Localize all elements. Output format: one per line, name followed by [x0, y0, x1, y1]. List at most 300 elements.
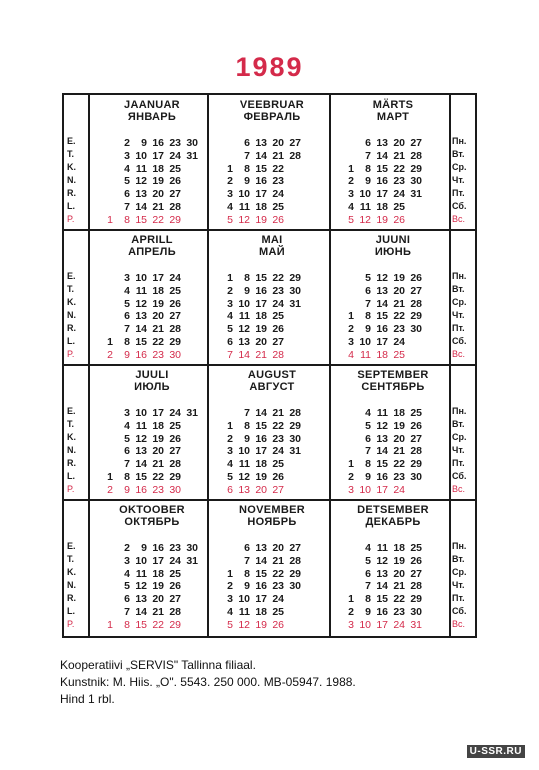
day-rows: [216, 407, 301, 497]
day-number: 8: [124, 213, 130, 226]
weekday-row: [216, 323, 301, 336]
day-labels-et: [67, 540, 76, 631]
weekday-label: Сб.: [452, 201, 467, 211]
day-number: 11: [135, 162, 147, 175]
day-number: 16: [255, 432, 267, 445]
day-number: 19: [152, 175, 164, 188]
day-number: 9: [141, 137, 147, 149]
day-number: 29: [289, 272, 301, 284]
weekday-label: L.: [67, 201, 75, 211]
weekday-row: [337, 188, 422, 201]
year-title: 1989: [235, 52, 304, 82]
month-block: [333, 99, 453, 226]
weekday-label: L.: [67, 471, 75, 481]
day-number: 16: [152, 137, 164, 149]
day-number: 6: [244, 542, 250, 554]
month-block: [92, 369, 212, 496]
day-number: 31: [410, 618, 422, 631]
day-number: 25: [272, 310, 284, 323]
weekday-row: [96, 445, 198, 458]
day-number: 19: [255, 213, 267, 226]
day-number: 3: [348, 335, 354, 348]
day-number: 24: [272, 445, 284, 458]
day-number: 12: [135, 580, 147, 593]
day-number: 11: [376, 542, 388, 554]
day-number: 22: [393, 593, 405, 606]
day-number: 26: [410, 554, 422, 567]
day-labels-et: [67, 270, 76, 361]
day-number: 7: [365, 149, 371, 162]
weekday-row: [216, 593, 301, 606]
weekday-label: N.: [67, 175, 76, 185]
day-number: 18: [152, 284, 164, 297]
day-number: 13: [135, 310, 147, 323]
day-labels-ru: [452, 135, 467, 226]
weekday-row: [337, 458, 422, 471]
weekday-row: [337, 433, 422, 446]
sunday-row: [337, 349, 422, 362]
weekday-label: K.: [67, 297, 76, 307]
grid-divider: [449, 95, 451, 636]
day-number: 4: [124, 162, 130, 175]
day-number: 20: [152, 445, 164, 458]
weekday-row: [337, 298, 422, 311]
day-number: 23: [272, 580, 284, 593]
weekday-label: R.: [67, 188, 76, 198]
weekday-row: [96, 580, 198, 593]
day-number: 26: [169, 297, 181, 310]
day-number: 16: [255, 580, 267, 593]
weekday-row: [96, 407, 198, 420]
day-number: 16: [152, 542, 164, 554]
weekday-row: [216, 150, 301, 163]
day-number: 24: [272, 188, 284, 201]
day-number: 25: [169, 567, 181, 580]
day-number: 19: [393, 554, 405, 567]
day-number: 4: [227, 605, 233, 618]
weekday-row: [337, 568, 422, 581]
weekday-row: [337, 285, 422, 298]
weekday-row: [337, 336, 422, 349]
day-number: 11: [376, 407, 388, 419]
weekday-label: Пт.: [452, 323, 465, 333]
day-number: 20: [272, 542, 284, 554]
day-number: 9: [244, 284, 250, 297]
weekday-label: P.: [67, 214, 75, 224]
day-number: 7: [124, 605, 130, 618]
day-number: 22: [272, 272, 284, 284]
day-number: 14: [376, 297, 388, 310]
day-number: 24: [169, 407, 181, 419]
day-number: 13: [238, 335, 250, 348]
weekday-label: N.: [67, 445, 76, 455]
day-number: 14: [255, 407, 267, 419]
day-number: 22: [152, 470, 164, 483]
day-number: 12: [238, 323, 250, 336]
day-number: 8: [244, 162, 250, 175]
month-block: [333, 504, 453, 631]
weekday-label: R.: [67, 593, 76, 603]
weekday-label: Пн.: [452, 136, 467, 146]
day-number: 5: [227, 323, 233, 336]
day-number: 17: [376, 618, 388, 631]
weekday-label: Вт.: [452, 149, 465, 159]
month-name-ru: АВГУСТ: [249, 381, 295, 393]
day-number: 25: [169, 162, 181, 175]
day-number: 5: [365, 554, 371, 567]
day-number: 19: [393, 272, 405, 284]
weekday-label: Вс.: [452, 484, 466, 494]
weekday-label: Вс.: [452, 214, 466, 224]
day-number: 13: [135, 445, 147, 458]
day-number: 7: [365, 580, 371, 593]
day-number: 23: [272, 175, 284, 188]
weekday-row: [216, 310, 301, 323]
day-number: 15: [255, 162, 267, 175]
day-number: 9: [365, 470, 371, 483]
grid-divider: [207, 95, 209, 636]
day-number: 1: [227, 162, 233, 175]
weekday-row: [337, 150, 422, 163]
day-number: 17: [152, 407, 164, 419]
month-name-et: NOVEMBER: [239, 504, 305, 516]
month-name-et: JAANUAR: [124, 99, 180, 111]
day-number: 30: [410, 470, 422, 483]
day-number: 1: [348, 310, 354, 323]
day-number: 24: [393, 188, 405, 201]
sunday-row: [216, 619, 301, 632]
day-rows: [216, 272, 301, 362]
day-number: 4: [365, 542, 371, 554]
day-number: 31: [289, 297, 301, 310]
weekday-row: [216, 471, 301, 484]
month-name-ru: ДЕКАБРЬ: [365, 516, 421, 528]
month-name-et: JUUNI: [375, 234, 411, 246]
day-number: 27: [289, 542, 301, 554]
day-number: 18: [152, 419, 164, 432]
day-number: 19: [255, 323, 267, 336]
day-number: 23: [393, 175, 405, 188]
day-number: 19: [152, 432, 164, 445]
day-rows: [216, 542, 301, 632]
day-number: 23: [393, 470, 405, 483]
day-number: 23: [272, 432, 284, 445]
day-number: 28: [272, 348, 284, 361]
day-number: 7: [124, 200, 130, 213]
day-number: 9: [365, 175, 371, 188]
day-number: 1: [107, 618, 113, 631]
day-number: 5: [124, 580, 130, 593]
day-number: 4: [348, 200, 354, 213]
day-number: 10: [238, 445, 250, 458]
day-number: 26: [272, 213, 284, 226]
day-number: 14: [135, 458, 147, 471]
weekday-label: Ср.: [452, 162, 467, 172]
day-labels-et: [67, 135, 76, 226]
day-labels-ru: [452, 270, 467, 361]
day-number: 2: [348, 470, 354, 483]
day-number: 27: [289, 137, 301, 149]
day-number: 10: [135, 149, 147, 162]
weekday-label: Пн.: [452, 406, 467, 416]
day-number: 3: [227, 188, 233, 201]
weekday-row: [96, 285, 181, 298]
day-number: 19: [255, 618, 267, 631]
weekday-row: [216, 137, 301, 150]
weekday-label: K.: [67, 162, 76, 172]
imprint: [60, 657, 356, 708]
day-number: 14: [255, 554, 267, 567]
day-number: 31: [186, 554, 198, 567]
day-number: 8: [365, 162, 371, 175]
sunday-row: [216, 349, 301, 362]
weekday-row: [96, 458, 198, 471]
month-name-et: VEEBRUAR: [239, 99, 305, 111]
day-number: 7: [124, 323, 130, 336]
grid-divider: [88, 95, 90, 636]
weekday-row: [216, 433, 301, 446]
sunday-row: [96, 484, 198, 497]
day-number: 21: [393, 297, 405, 310]
day-number: 11: [238, 200, 250, 213]
weekday-label: L.: [67, 606, 75, 616]
day-number: 24: [393, 483, 405, 496]
day-number: 21: [393, 149, 405, 162]
day-number: 29: [169, 213, 181, 226]
day-number: 5: [365, 419, 371, 432]
weekday-row: [96, 323, 181, 336]
weekday-label: Чт.: [452, 580, 465, 590]
day-number: 23: [169, 542, 181, 554]
weekday-label: Пн.: [452, 271, 467, 281]
weekday-label: T.: [67, 419, 75, 429]
weekday-label: Ср.: [452, 432, 467, 442]
weekday-row: [216, 458, 301, 471]
day-number: 1: [227, 567, 233, 580]
day-number: 30: [186, 542, 198, 554]
weekday-row: [337, 580, 422, 593]
day-number: 21: [152, 605, 164, 618]
grid-divider: [329, 95, 331, 636]
day-number: 9: [124, 348, 130, 361]
day-number: 15: [255, 567, 267, 580]
day-number: 26: [272, 470, 284, 483]
grid-divider: [64, 364, 475, 366]
day-number: 21: [152, 200, 164, 213]
weekday-row: [337, 445, 422, 458]
day-number: 18: [152, 162, 164, 175]
day-number: 27: [169, 593, 181, 606]
weekday-label: E.: [67, 271, 76, 281]
day-number: 5: [227, 618, 233, 631]
day-number: 8: [124, 618, 130, 631]
day-number: 3: [124, 407, 130, 419]
day-number: 21: [152, 323, 164, 336]
weekday-row: [96, 593, 198, 606]
day-number: 15: [135, 213, 147, 226]
day-number: 2: [227, 284, 233, 297]
day-number: 9: [244, 175, 250, 188]
day-number: 4: [227, 310, 233, 323]
day-number: 22: [152, 213, 164, 226]
weekday-label: Чт.: [452, 445, 465, 455]
day-number: 4: [365, 407, 371, 419]
day-number: 17: [255, 188, 267, 201]
day-number: 13: [238, 483, 250, 496]
imprint-line: Kooperatiivi „SERVIS" Tallinna filiaal.: [60, 658, 256, 672]
day-number: 23: [393, 323, 405, 336]
day-number: 10: [238, 188, 250, 201]
day-number: 3: [348, 188, 354, 201]
day-number: 5: [227, 213, 233, 226]
month-name-ru: ФЕВРАЛЬ: [243, 111, 301, 123]
day-number: 27: [410, 284, 422, 297]
weekday-row: [96, 201, 198, 214]
day-number: 6: [365, 567, 371, 580]
day-number: 12: [135, 175, 147, 188]
weekday-row: [216, 606, 301, 619]
weekday-label: Вт.: [452, 284, 465, 294]
month-name-ru: ЯНВАРЬ: [127, 111, 177, 123]
day-number: 4: [348, 348, 354, 361]
month-name-ru: АПРЕЛЬ: [128, 246, 176, 258]
weekday-row: [96, 433, 198, 446]
day-number: 5: [124, 432, 130, 445]
weekday-row: [337, 593, 422, 606]
day-rows: [96, 542, 198, 632]
day-number: 3: [227, 445, 233, 458]
day-number: 20: [393, 567, 405, 580]
day-number: 29: [410, 458, 422, 471]
day-number: 12: [376, 419, 388, 432]
weekday-label: E.: [67, 541, 76, 551]
weekday-label: T.: [67, 554, 75, 564]
weekday-row: [337, 137, 422, 150]
day-number: 25: [169, 419, 181, 432]
weekday-row: [96, 606, 198, 619]
day-number: 1: [348, 458, 354, 471]
weekday-row: [96, 568, 198, 581]
day-number: 3: [348, 618, 354, 631]
weekday-label: Чт.: [452, 175, 465, 185]
day-number: 14: [135, 200, 147, 213]
day-number: 3: [227, 297, 233, 310]
sunday-row: [337, 484, 422, 497]
day-number: 4: [124, 284, 130, 297]
month-block: [212, 99, 332, 226]
day-number: 24: [393, 618, 405, 631]
day-number: 12: [359, 213, 371, 226]
day-number: 25: [272, 605, 284, 618]
weekday-row: [337, 555, 422, 568]
day-number: 16: [255, 175, 267, 188]
day-number: 29: [289, 419, 301, 432]
day-number: 12: [135, 432, 147, 445]
day-number: 18: [255, 605, 267, 618]
day-number: 28: [169, 605, 181, 618]
day-number: 1: [348, 162, 354, 175]
day-number: 6: [227, 335, 233, 348]
day-number: 2: [124, 542, 130, 554]
day-number: 25: [272, 458, 284, 471]
day-number: 6: [365, 432, 371, 445]
weekday-row: [96, 163, 198, 176]
sunday-row: [96, 214, 198, 227]
day-number: 30: [410, 323, 422, 336]
day-number: 27: [169, 310, 181, 323]
weekday-label: P.: [67, 484, 75, 494]
weekday-row: [96, 471, 198, 484]
weekday-label: Вт.: [452, 419, 465, 429]
day-number: 21: [393, 580, 405, 593]
day-number: 31: [410, 188, 422, 201]
weekday-row: [216, 580, 301, 593]
day-number: 20: [152, 593, 164, 606]
sunday-row: [216, 214, 301, 227]
day-number: 14: [255, 149, 267, 162]
day-number: 21: [393, 445, 405, 458]
day-number: 1: [107, 213, 113, 226]
month-block: [92, 99, 212, 226]
day-number: 28: [410, 445, 422, 458]
day-number: 16: [135, 348, 147, 361]
day-number: 7: [365, 445, 371, 458]
day-number: 13: [376, 432, 388, 445]
day-number: 17: [152, 554, 164, 567]
day-number: 4: [227, 458, 233, 471]
day-number: 27: [410, 137, 422, 149]
weekday-row: [216, 272, 301, 285]
month-block: [212, 234, 332, 361]
weekday-row: [216, 568, 301, 581]
day-number: 22: [152, 335, 164, 348]
day-number: 17: [255, 445, 267, 458]
day-number: 2: [348, 323, 354, 336]
weekday-label: R.: [67, 458, 76, 468]
weekday-label: P.: [67, 619, 75, 629]
day-number: 20: [255, 335, 267, 348]
day-number: 9: [124, 483, 130, 496]
month-name-et: OKTOOBER: [119, 504, 185, 516]
day-number: 15: [376, 593, 388, 606]
day-rows: [337, 407, 422, 497]
weekday-row: [216, 407, 301, 420]
weekday-label: L.: [67, 336, 75, 346]
calendar-grid: [62, 93, 477, 638]
weekday-label: E.: [67, 136, 76, 146]
day-number: 26: [169, 432, 181, 445]
day-number: 22: [152, 618, 164, 631]
month-block: [212, 369, 332, 496]
day-number: 19: [376, 213, 388, 226]
day-number: 13: [255, 542, 267, 554]
weekday-row: [96, 420, 198, 433]
day-number: 2: [227, 580, 233, 593]
day-number: 12: [376, 554, 388, 567]
day-number: 2: [227, 175, 233, 188]
month-block: [92, 234, 212, 361]
day-number: 8: [365, 458, 371, 471]
weekday-row: [96, 310, 181, 323]
day-number: 18: [255, 310, 267, 323]
day-number: 3: [227, 593, 233, 606]
day-number: 17: [152, 149, 164, 162]
day-number: 6: [227, 483, 233, 496]
weekday-row: [96, 137, 198, 150]
weekday-label: Сб.: [452, 336, 467, 346]
day-number: 10: [135, 407, 147, 419]
day-number: 7: [124, 458, 130, 471]
